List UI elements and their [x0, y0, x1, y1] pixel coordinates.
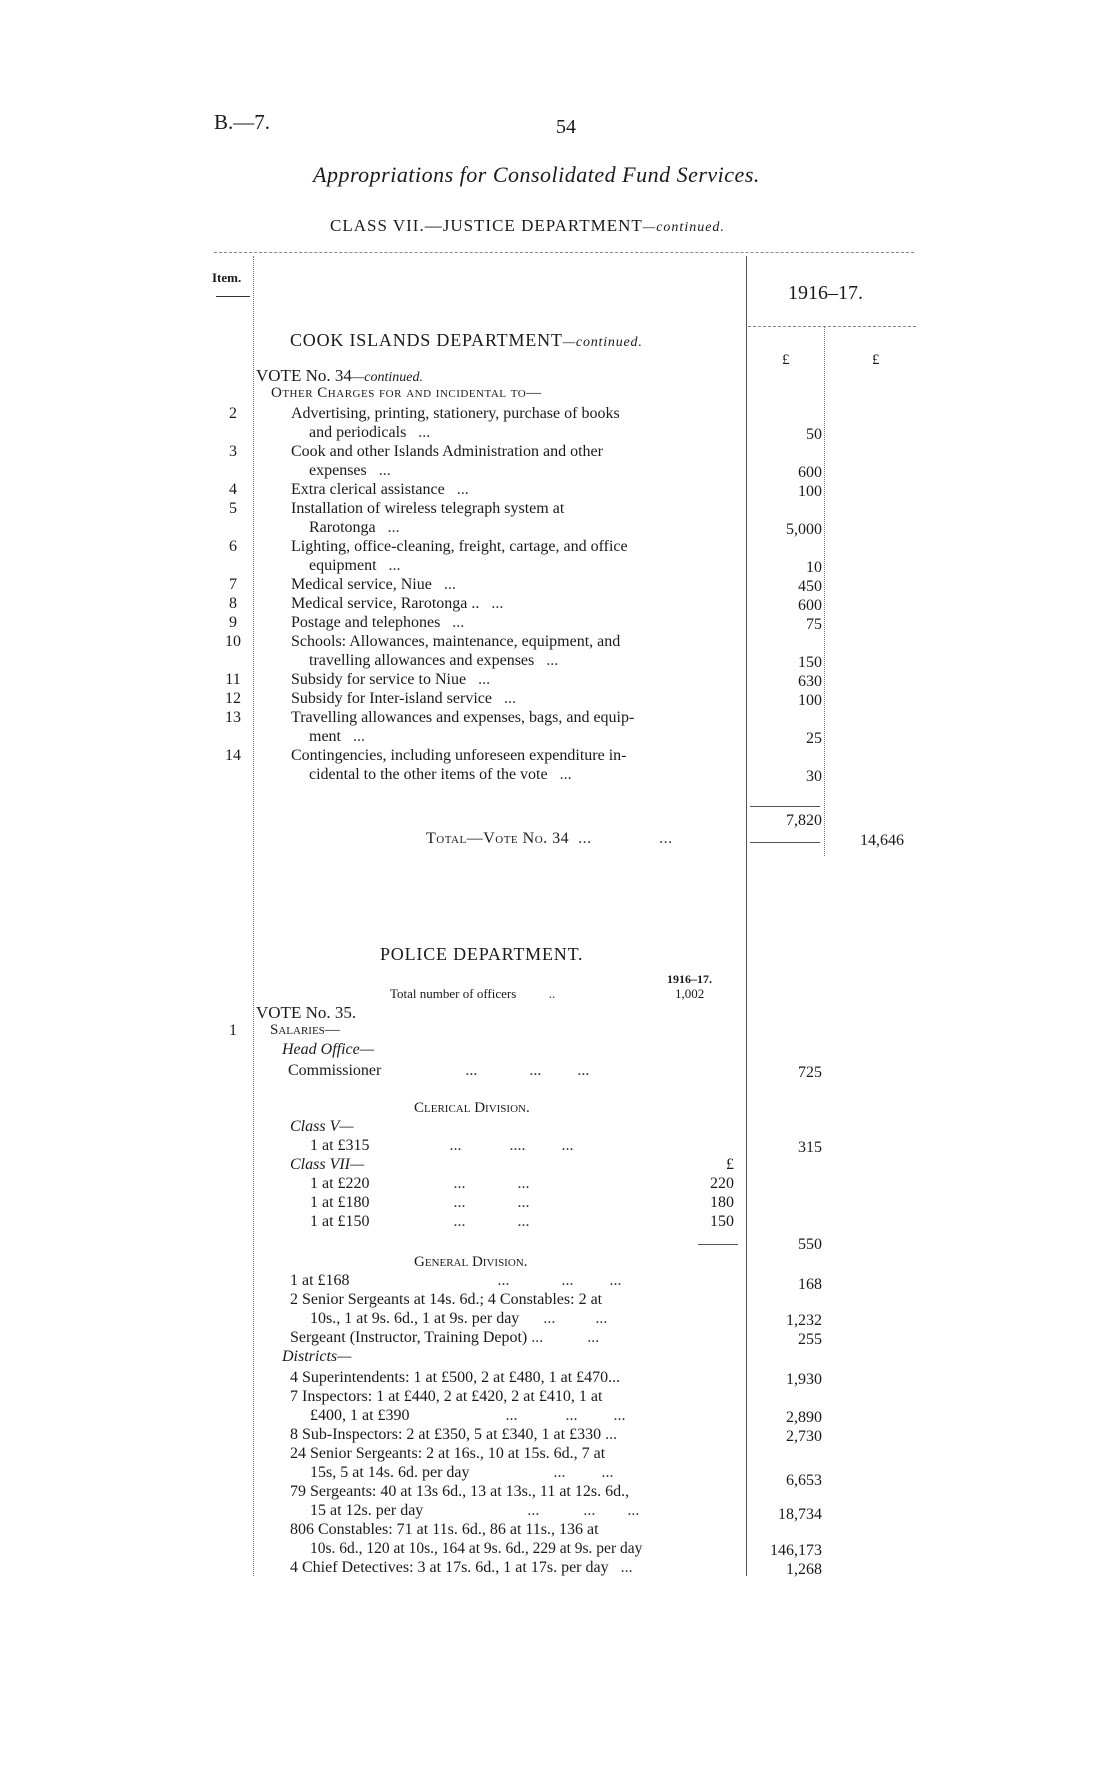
- amount-column-rule-left: [746, 256, 747, 1576]
- cook-item-description: [291, 481, 469, 499]
- cook-item-amount: 100: [798, 483, 822, 500]
- officers-label-text: Total number of officers: [390, 986, 517, 1001]
- vote-34-subtotal-underline: [750, 842, 820, 843]
- cook-item-description: [291, 747, 626, 765]
- cook-item-description-text: Extra clerical assistance: [291, 481, 445, 498]
- cook-item-amount: 25: [806, 730, 822, 747]
- leader-dots: ...: [479, 595, 504, 612]
- cook-item-amount: 600: [798, 597, 822, 614]
- cook-item-description-continued: [309, 557, 401, 575]
- leader-dots: ...: [444, 481, 469, 498]
- cook-item-description-text: Schools: Allowances, maintenance, equipment, and: [291, 633, 621, 650]
- leader-dots: ...: [431, 576, 456, 593]
- cook-item-description-text: Medical service, Rarotonga ..: [291, 595, 480, 612]
- cook-item-description-text: Medical service, Niue: [291, 576, 432, 593]
- cook-item-description-continued-text: travelling allowances and expenses: [309, 652, 535, 669]
- senior-sergeants-amount: 1,232: [786, 1312, 822, 1329]
- amount-column-rule-mid: [824, 326, 825, 856]
- cook-item-amount: 30: [806, 768, 822, 785]
- senior-sergeants-24-line-2-text: 15s, 5 at 14s. 6d. per day: [310, 1464, 470, 1481]
- inspectors-amount: 2,890: [786, 1409, 822, 1426]
- cook-item-description-continued-text: expenses: [309, 462, 367, 479]
- cook-islands-heading-text: COOK ISLANDS DEPARTMENT: [290, 330, 563, 350]
- cook-item-description-text: Postage and telephones: [291, 614, 441, 631]
- cook-item-description: [291, 709, 634, 727]
- class-vii-row-label-text: 1 at £150: [310, 1213, 370, 1230]
- class-vii-row-label-text: 1 at £180: [310, 1194, 370, 1211]
- cook-item-description-text: Contingencies, including unforeseen expenditure in-: [291, 747, 627, 764]
- vote-34-text: VOTE No. 34: [256, 366, 352, 385]
- cook-item-description-continued: [309, 519, 400, 537]
- police-heading: POLICE DEPARTMENT.: [380, 944, 584, 964]
- sub-inspectors-line: 8 Sub-Inspectors: 2 at £350, 5 at £340, 1 at £330 ...: [290, 1426, 618, 1443]
- cook-item-description-text: Advertising, printing, stationery, purchase of books: [291, 405, 620, 422]
- cook-item-description-continued-text: ment: [309, 728, 341, 745]
- constables-amount: 146,173: [770, 1542, 822, 1559]
- cook-item-number: 7: [229, 576, 237, 593]
- cook-item-description-text: Travelling allowances and expenses, bags, and equip-: [291, 709, 635, 726]
- class-vii-pound-sign: £: [726, 1156, 734, 1173]
- cook-item-description-continued: [309, 728, 365, 746]
- general-division-heading: General Division.: [414, 1254, 528, 1270]
- districts-heading: Districts—: [282, 1348, 352, 1365]
- cook-item-description: [291, 500, 564, 518]
- senior-sergeants-line-2: 10s., 1 at 9s. 6d., 1 at 9s. per day ... ...: [310, 1310, 608, 1327]
- cook-item-number: 14: [225, 747, 241, 764]
- cook-item-amount: 450: [798, 578, 822, 595]
- cook-item-amount: 630: [798, 673, 822, 690]
- cook-item-number: 11: [225, 671, 241, 688]
- vote-34-subtotal-rule: [750, 806, 820, 807]
- salaries-heading: Salaries—: [270, 1022, 340, 1038]
- cook-item-description: [291, 405, 620, 423]
- cook-item-description: [291, 595, 503, 613]
- head-office-heading: Head Office—: [282, 1041, 374, 1058]
- cook-item-description: [291, 538, 628, 556]
- class-vii-row-label: [310, 1194, 530, 1212]
- cook-item-description-continued: [309, 462, 391, 480]
- general-1-line: 1 at £168 ... ... ...: [290, 1272, 622, 1289]
- leader-dots: ...: [440, 614, 465, 631]
- class-v-line-text: 1 at £315: [310, 1137, 370, 1154]
- sergeants-amount: 18,734: [778, 1506, 822, 1523]
- page-number: 54: [556, 116, 576, 138]
- leader-dots: ...: [406, 424, 431, 441]
- police-item-number: 1: [229, 1022, 237, 1039]
- page-title: Appropriations for Consolidated Fund Services.: [313, 162, 760, 187]
- senior-sergeants-24-amount: 6,653: [786, 1472, 822, 1489]
- general-1-text: 1 at £168: [290, 1272, 350, 1289]
- cook-item-description-text: Installation of wireless telegraph system at: [291, 500, 565, 517]
- leader-dots: ... ...: [369, 1175, 530, 1192]
- class-heading-text: CLASS VII.—JUSTICE DEPARTMENT: [330, 216, 643, 235]
- class-vii-row-label: [310, 1213, 530, 1231]
- cook-item-number: 4: [229, 481, 237, 498]
- class-vii-subtotal-rule: [698, 1244, 738, 1245]
- vote-34-total-text: Total—Vote No. 34: [426, 830, 570, 847]
- cook-item-number: 6: [229, 538, 237, 555]
- leader-dots: ... ...: [369, 1194, 530, 1211]
- senior-sergeants-24-line-2: 15s, 5 at 14s. 6d. per day ... ...: [310, 1464, 614, 1481]
- commissioner-amount: 725: [798, 1064, 822, 1081]
- cook-item-amount: 600: [798, 464, 822, 481]
- cook-item-amount: 75: [806, 616, 822, 633]
- cook-item-number: 8: [229, 595, 237, 612]
- vote-34-subtotal: 7,820: [786, 812, 822, 829]
- cook-item-number: 3: [229, 443, 237, 460]
- class-heading-continued: —continued.: [642, 220, 725, 235]
- header-rule: [214, 252, 914, 253]
- leader-dots: ... ...: [369, 1213, 530, 1230]
- commissioner-text: Commissioner: [288, 1062, 382, 1079]
- officers-label: Total number of officers ..: [390, 986, 556, 1001]
- cook-item-description-continued: [309, 766, 572, 784]
- cook-item-description: [291, 633, 620, 651]
- superintendents-line: 4 Superintendents: 1 at £500, 2 at £480, 1 at £470...: [290, 1369, 621, 1386]
- cook-item-description-text: Cook and other Islands Administration and other: [291, 443, 603, 460]
- leader-dots: ...: [491, 690, 516, 707]
- inspectors-line-2-text: £400, 1 at £390: [310, 1407, 410, 1424]
- vote-34-continued: —continued.: [351, 370, 424, 385]
- cook-item-amount: 10: [806, 559, 822, 576]
- constables-line-1: 806 Constables: 71 at 11s. 6d., 86 at 11s., 136 at: [290, 1521, 599, 1538]
- leader-dots: ...: [375, 519, 400, 536]
- sub-inspectors-amount: 2,730: [786, 1428, 822, 1445]
- sergeant-instructor-text: Sergeant (Instructor, Training Depot): [290, 1329, 528, 1346]
- class-v-amount: 315: [798, 1139, 822, 1156]
- vote-34-total-label: Total—Vote No. 34 ... ...: [426, 830, 673, 847]
- cook-item-description-text: Lighting, office-cleaning, freight, cartage, and office: [291, 538, 628, 555]
- inspectors-line-1: 7 Inspectors: 1 at £440, 2 at £420, 2 at £410, 1 at: [290, 1388, 603, 1405]
- cook-item-amount: 5,000: [786, 521, 822, 538]
- cook-item-description-text: Subsidy for service to Niue: [291, 671, 467, 688]
- vote-34-grand-total: 14,646: [860, 832, 904, 849]
- item-header-underline: [216, 296, 250, 297]
- class-vii-row-value: 150: [710, 1213, 734, 1230]
- cook-item-number: 10: [225, 633, 241, 650]
- commissioner-label: Commissioner ... ... ...: [288, 1062, 590, 1079]
- cook-item-number: 5: [229, 500, 237, 517]
- sergeant-instructor-amount: 255: [798, 1331, 822, 1348]
- class-vii-row-label-text: 1 at £220: [310, 1175, 370, 1192]
- class-vii-heading: Class VII—: [290, 1156, 365, 1173]
- class-vii-row-value: 180: [710, 1194, 734, 1211]
- cook-islands-heading-continued: —continued.: [562, 335, 643, 350]
- cook-item-number: 13: [225, 709, 241, 726]
- sergeants-line-2: 15 at 12s. per day ... ... ...: [310, 1502, 640, 1519]
- other-charges-heading: Other Charges for and incidental to—: [271, 385, 542, 401]
- senior-sergeants-24-line-1: 24 Senior Sergeants: 2 at 16s., 10 at 15s. 6d., 7 at: [290, 1445, 606, 1462]
- class-vii-row-value: 220: [710, 1175, 734, 1192]
- cook-item-amount: 50: [806, 426, 822, 443]
- cook-item-description-continued: [309, 652, 558, 670]
- cook-item-number: 12: [225, 690, 241, 707]
- class-vii-total: 550: [798, 1236, 822, 1253]
- senior-sergeants-line-1: 2 Senior Sergeants at 14s. 6d.; 4 Constables: 2 at: [290, 1291, 603, 1308]
- chief-detectives-line: 4 Chief Detectives: 3 at 17s. 6d., 1 at 17s. per day ...: [290, 1559, 633, 1576]
- chief-detectives-text: 4 Chief Detectives: 3 at 17s. 6d., 1 at 17s. per day: [290, 1559, 609, 1576]
- general-1-amount: 168: [798, 1276, 822, 1293]
- vote-35-label: VOTE No. 35.: [256, 1003, 357, 1022]
- cook-item-number: 9: [229, 614, 237, 631]
- cook-item-description-continued-text: equipment: [309, 557, 377, 574]
- cook-item-description-continued-text: and periodicals: [309, 424, 407, 441]
- year-column-header: 1916–17.: [788, 282, 863, 304]
- leader-dots: ...: [534, 652, 559, 669]
- inspectors-line-2: £400, 1 at £390 ... ... ...: [310, 1407, 626, 1424]
- cook-item-description: [291, 614, 464, 632]
- superintendents-amount: 1,930: [786, 1371, 822, 1388]
- class-v-line: 1 at £315 ... .... ...: [310, 1137, 574, 1154]
- pound-sign-total: £: [872, 352, 880, 368]
- cook-islands-heading: [290, 330, 643, 351]
- cook-item-amount: 100: [798, 692, 822, 709]
- officers-count: 1,002: [675, 986, 705, 1001]
- sergeants-line-1: 79 Sergeants: 40 at 13s 6d., 13 at 13s., 11 at 12s. 6d.,: [290, 1483, 630, 1500]
- cook-item-amount: 150: [798, 654, 822, 671]
- item-column-rule: [253, 256, 254, 1576]
- cook-item-description-text: Subsidy for Inter-island service: [291, 690, 492, 707]
- leader-dots: ...: [376, 557, 401, 574]
- cook-item-description: [291, 671, 490, 689]
- class-heading: [330, 216, 725, 236]
- year-underline: [748, 326, 916, 327]
- class-vii-row-label: [310, 1175, 530, 1193]
- sergeants-line-2-text: 15 at 12s. per day: [310, 1502, 424, 1519]
- clerical-division-heading: Clerical Division.: [414, 1100, 530, 1116]
- cook-item-description-continued: [309, 424, 430, 442]
- item-column-header: Item.: [212, 270, 242, 285]
- cook-item-description: [291, 443, 603, 461]
- cook-item-description: [291, 690, 516, 708]
- cook-item-number: 2: [229, 405, 237, 422]
- leader-dots: ...: [341, 728, 365, 745]
- leader-dots: ...: [547, 766, 572, 783]
- pound-sign-sub: £: [782, 352, 790, 368]
- chief-detectives-amount: 1,268: [786, 1561, 822, 1578]
- sergeant-instructor-line: Sergeant (Instructor, Training Depot) ... ...: [290, 1329, 600, 1346]
- sub-inspectors-text: 8 Sub-Inspectors: 2 at £350, 5 at £340, 1 at £330: [290, 1426, 602, 1443]
- vote-34-label: [256, 366, 423, 386]
- senior-sergeants-line-2-text: 10s., 1 at 9s. 6d., 1 at 9s. per day: [310, 1310, 520, 1327]
- leader-dots: ...: [466, 671, 491, 688]
- constables-line-2: 10s. 6d., 120 at 10s., 164 at 9s. 6d., 229 at 9s. per day: [310, 1540, 643, 1557]
- page-ref: B.—7.: [214, 110, 271, 134]
- officers-year: 1916–17.: [667, 972, 712, 986]
- leader-dots: ...: [366, 462, 391, 479]
- cook-item-description-continued-text: Rarotonga: [309, 519, 376, 536]
- cook-item-description-continued-text: cidental to the other items of the vote: [309, 766, 548, 783]
- cook-item-description: [291, 576, 456, 594]
- class-v-heading: Class V—: [290, 1118, 354, 1135]
